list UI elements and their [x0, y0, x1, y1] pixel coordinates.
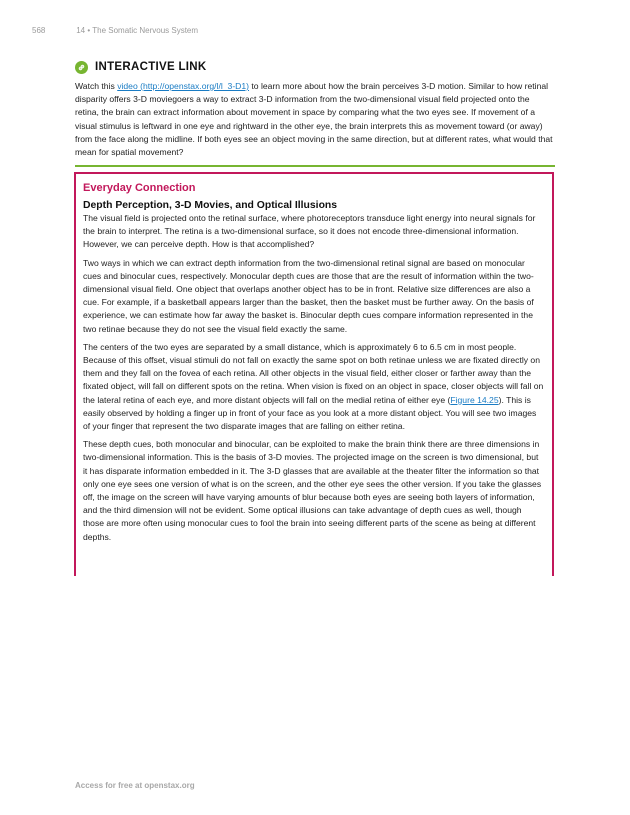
- interactive-link-paragraph: [75, 80, 555, 159]
- il-text-before: Watch this: [75, 81, 118, 91]
- interactive-link-title-row: [75, 58, 555, 76]
- feature-heading: Depth Perception, 3-D Movies, and Optical Illusions: [83, 200, 338, 211]
- feature-paragraph-3: [83, 341, 544, 433]
- section-divider: [75, 165, 555, 167]
- feature-paragraph-4: These depth cues, both monocular and binocular, can be exploited to make the brain think there are three dimensions in two-dimensional information. This is the basis of 3-D movies. The projected image on the screen is two dimensional, but it has disparate information embedded in it. The 3-D glasses that are available at the theater filter the information so that only one eye sees one version of what is on the screen, and the other eye sees the other version. If you take the glasses off, the image on the screen will have varying amounts of blur because both eyes are seeing both layers of information, and the third dimension will not be evident. Some optical illusions can take advantage of depth cues as well, though those are more often using monocular cues to fool the brain into seeing different parts of the scene as being at different depths.: [83, 439, 542, 542]
- feature-paragraph-2: Two ways in which we can extract depth information from the two-dimensional retinal signal are based on monocular cues and binocular cues, respectively. Monocular depth cues are those that are the result of information within the two-dimensional visual field. One object that overlaps another object has to be in front. Relative size differences are also a cue. For example, if a basketball appears larger than the basket, then the basket must be further away. On the basis of experience, we can estimate how far away the basket is. Binocular depth cues compare information represented in the two retinae because they do not see the visual field exactly the same.: [83, 257, 534, 334]
- p3-text-before: The centers of the two eyes are separated by a small distance, which is approximately 6 to 6.5 cm in most people. Because of this offset, visual stimuli do not fall on exactly the same spot on both retinae unless we are fixated directly on them and they fall on the fovea of each retina. All other objects in the visual field, either closer or farther away than the fixated object, will fall on different spots on the retina. When vision is fixed on an object in space, closer objects will fall on the lateral retina of each eye, and more distant objects will fall on the medial retina of either eye (: [83, 341, 544, 405]
- chapter-title: 14 • The Somatic Nervous System: [76, 26, 199, 35]
- link-icon: [75, 61, 88, 74]
- video-link[interactable]: video (http://openstax.org/l/l_3-D1): [117, 81, 250, 91]
- running-header: [32, 26, 590, 35]
- feature-label: Everyday Connection: [83, 182, 196, 194]
- everyday-connection-box: [74, 172, 554, 576]
- il-text-after: to learn more about how the brain perceives 3-D motion. Similar to how retinal disparity offers 3-D moviegoers a way to extract 3-D information from the two-dimensional visual field projected onto the retina, the brain can extract information about movement in space by comparing what the two eyes see. If movement of a visual stimulus is leftward in one eye and rightward in the other eye, the brain interprets this as movement toward (or away) from the face along the midline. If both eyes see an object moving in the same direction, but at different rates, what would that mean for spatial movement?: [75, 81, 553, 158]
- p3-text-after: ). This is easily observed by holding a finger up in front of your face as you look at a more distant object. You will see two images of your finger that represent the two disparate images that are falling on either retina.: [83, 394, 537, 432]
- interactive-link-heading: INTERACTIVE LINK: [95, 61, 207, 73]
- page-number: 568: [32, 26, 46, 35]
- interactive-link-section: [75, 58, 555, 167]
- feature-paragraph-1: The visual field is projected onto the retinal surface, where photoreceptors transduce light energy into neural signals for the brain to interpret. The retina is a two-dimensional surface, so it does not encode three-dimensional information. However, we can perceive depth. How is that accomplished?: [83, 213, 536, 250]
- figure-link[interactable]: Figure 14.25: [450, 394, 499, 405]
- page-footer: Access for free at openstax.org: [75, 781, 195, 790]
